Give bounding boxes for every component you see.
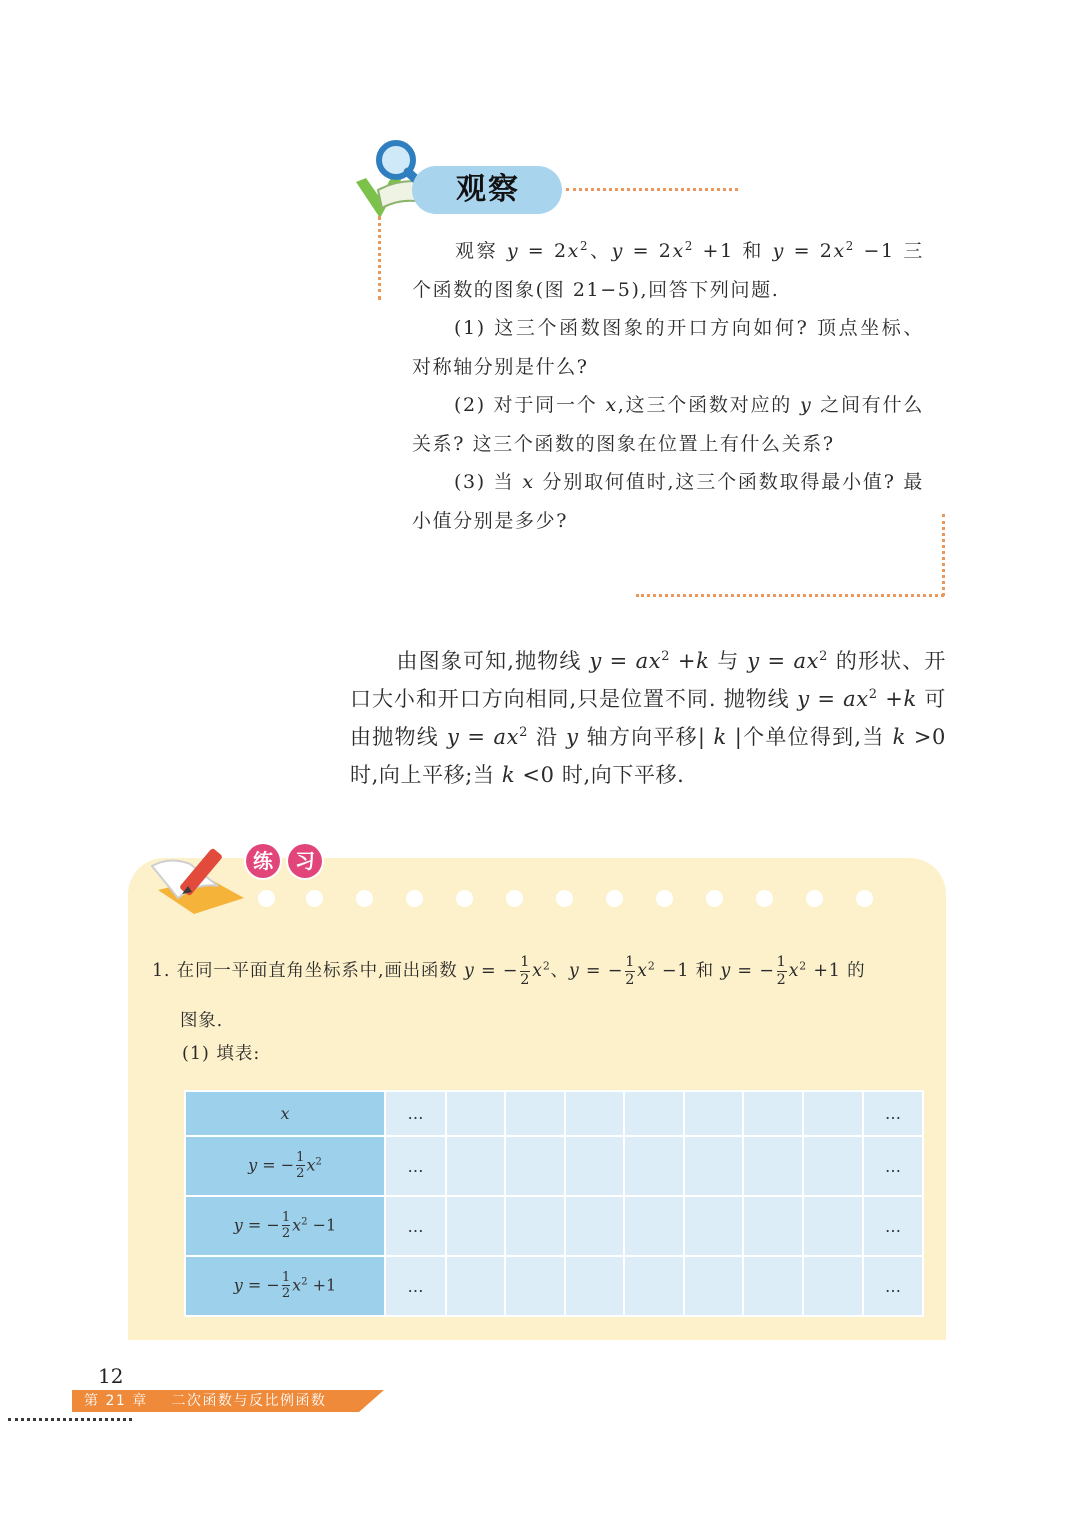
table-cell[interactable] [446,1256,505,1316]
observe-question-1: (1) 这三个函数图象的开口方向如何? 顶点坐标、对称轴分别是什么? [412,317,924,378]
fill-in-table [184,1090,924,1317]
table-cell[interactable] [743,1091,803,1136]
table-row [185,1256,923,1316]
table-cell[interactable] [565,1091,624,1136]
observe-dotted-right-rule [942,514,945,596]
table-cell[interactable] [624,1136,684,1196]
table-cell[interactable] [565,1136,624,1196]
table-cell[interactable] [505,1091,565,1136]
exercise-subquestion-1: (1) 填表: [182,1044,261,1064]
row-header-f1: y = − $\frac{1}{2}$ $x^2$ [185,1136,385,1196]
table-cell[interactable] [684,1136,743,1196]
table-cell[interactable]: … [385,1196,446,1256]
table-cell[interactable] [684,1256,743,1316]
table-cell[interactable] [446,1136,505,1196]
pencil-paper-icon [148,838,250,918]
chapter-title: 第 21 章 二次函数与反比例函数 [84,1393,327,1409]
table-cell[interactable] [446,1196,505,1256]
page-number: 12 [98,1364,124,1388]
exercise-dot [258,890,275,907]
row-header-f2: y = − $\frac{1}{2}$ $x^2 -1$ [185,1196,385,1256]
table-cell[interactable] [684,1091,743,1136]
exercise-dot [456,890,473,907]
exercise-dot [556,890,573,907]
table-cell[interactable] [624,1091,684,1136]
table-cell[interactable] [505,1256,565,1316]
table-cell[interactable] [565,1196,624,1256]
table-cell[interactable]: … [863,1136,923,1196]
observe-question-2: (2) 对于同一个 x,这三个函数对应的 y 之间有什么关系? 这三个函数的图象在位置上有什么关系? [412,394,924,455]
exercise-title-char-1: 练 [246,844,280,878]
table-cell[interactable] [803,1091,863,1136]
table-cell[interactable] [565,1256,624,1316]
table-cell[interactable]: … [385,1256,446,1316]
table-cell[interactable]: … [863,1091,923,1136]
exercise-dot [856,890,873,907]
table-cell[interactable]: … [385,1091,446,1136]
observe-title: 观察 [456,172,520,207]
table-cell[interactable]: … [863,1256,923,1316]
exercise-dot [756,890,773,907]
observe-dotted-bottom-rule [636,594,944,597]
table-cell[interactable] [743,1136,803,1196]
table-cell[interactable]: … [385,1136,446,1196]
table-cell[interactable] [743,1256,803,1316]
table-cell[interactable] [684,1196,743,1256]
table-row [185,1091,923,1136]
exercise-dot [806,890,823,907]
exercise-dot [306,890,323,907]
table-cell[interactable] [803,1136,863,1196]
table-row [185,1136,923,1196]
row-header-x: x [185,1091,385,1136]
exercise-dot [406,890,423,907]
table-cell[interactable] [505,1196,565,1256]
conclusion-paragraph: 由图象可知,抛物线 $y = ax^2 +k$ 与 $y = ax^2$ 的形状、开口大小和开口方向相同,只是位置不同. 抛物线 $y = ax^2 +k$ 可由抛物线 $y = ax^2$ 沿 y 轴方向平移| k |个单位得到,当 k >0时,向上平移;当 k <0 时,向下平移. [350,649,947,787]
table-cell[interactable]: … [863,1196,923,1256]
observe-dotted-left-rule [378,216,381,300]
exercise-dot [656,890,673,907]
table-cell[interactable] [743,1196,803,1256]
exercise-question-1: 1. 在同一平面直角坐标系中,画出函数 y = − $\frac{1}{2}$ $x^2$、y = − $\frac{1}{2}$ $x^2 -1$ 和 y = − $\frac{1}{2}$ $x^2 +1$ 的 图象. [152,954,866,1031]
exercise-dot [706,890,723,907]
exercise-dot [356,890,373,907]
exercise-dot [506,890,523,907]
observe-dotted-top-rule [566,188,738,191]
table-cell[interactable] [803,1256,863,1316]
footer-dotted-rule [8,1418,132,1421]
table-cell[interactable] [505,1136,565,1196]
table-cell[interactable] [624,1256,684,1316]
table-cell[interactable] [803,1196,863,1256]
table-cell[interactable] [446,1091,505,1136]
exercise-dot [606,890,623,907]
observe-question-3: (3) 当 x 分别取何值时,这三个函数取得最小值? 最小值分别是多少? [412,471,925,532]
exercise-title-char-2: 习 [288,844,322,878]
observe-intro: 观察 $y = 2x^2$、$y = 2x^2 +1$ 和 $y = 2x^2 -1$ 三个函数的图象(图 21−5),回答下列问题. (1) 这三个函数图象的开口方向如何? 顶点坐标、对称轴分别是什么? (2) 对于同一个 x,这三个函数对应的 y 之间有什么关系? 这三个函数的图象在位置上有什么关系? (3) 当 x 分别取何值时,这三个函数取得最小值? 最小值分别是多少? [412,238,925,532]
table-cell[interactable] [624,1196,684,1256]
table-row [185,1196,923,1256]
row-header-f3: y = − $\frac{1}{2}$ $x^2 +1$ [185,1256,385,1316]
